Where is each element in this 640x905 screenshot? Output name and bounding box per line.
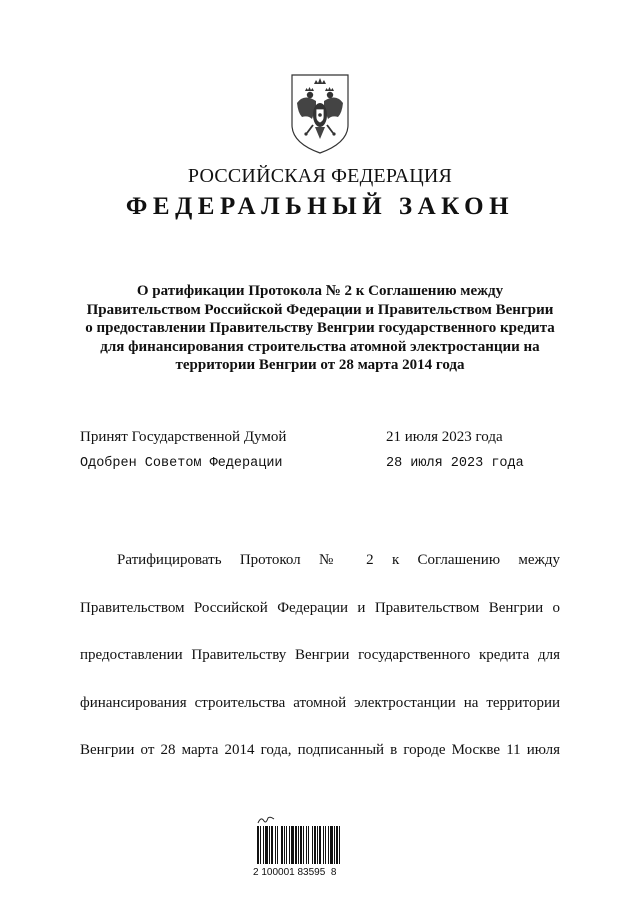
document-type: ФЕДЕРАЛЬНЫЙ ЗАКОН — [125, 193, 515, 220]
law-title — [60, 282, 580, 375]
adoption-date: 28 июля 2023 года — [386, 456, 524, 471]
law-title-line: о предоставлении Правительству Венгрии государственного кредита — [85, 320, 555, 336]
law-title-line: О ратификации Протокола № 2 к Соглашению между — [136, 283, 504, 299]
coat-of-arms-icon — [288, 73, 352, 155]
paragraph-line: финансирования строительства атомной электростанции на территории — [80, 694, 560, 711]
law-title-line: для финансирования строительства атомной электростанции на — [100, 338, 540, 355]
paragraph-line: Венгрии от 28 марта 2014 года, подписанный в городе Москве 11 июля — [80, 742, 560, 758]
law-title-line: территории Венгрии от 28 марта 2014 года — [175, 357, 465, 373]
paragraph-line: предоставлении Правительству Венгрии государственного кредита для — [80, 647, 560, 663]
barcode-bars — [257, 826, 361, 864]
barcode — [253, 815, 389, 885]
barcode-number: 2 100001 83595 8 — [253, 867, 337, 878]
adoption-body: Одобрен Советом Федерации — [80, 456, 283, 471]
country-name: РОССИЙСКАЯ ФЕДЕРАЦИЯ — [187, 165, 453, 187]
barcode-bar — [340, 826, 342, 864]
paragraph-line: Ратифицировать Протокол № 2 к Соглашению между — [117, 552, 560, 568]
paragraph-line: Правительством Российской Федерации и Правительством Венгрии о — [80, 599, 560, 616]
adoption-body: Принят Государственной Думой — [80, 429, 287, 445]
law-title-line: Правительством Российской Федерации и Правительством Венгрии — [86, 301, 554, 318]
signature-mark-icon — [257, 815, 275, 825]
adoption-date: 21 июля 2023 года — [386, 429, 503, 445]
law-body-paragraph — [80, 537, 560, 775]
